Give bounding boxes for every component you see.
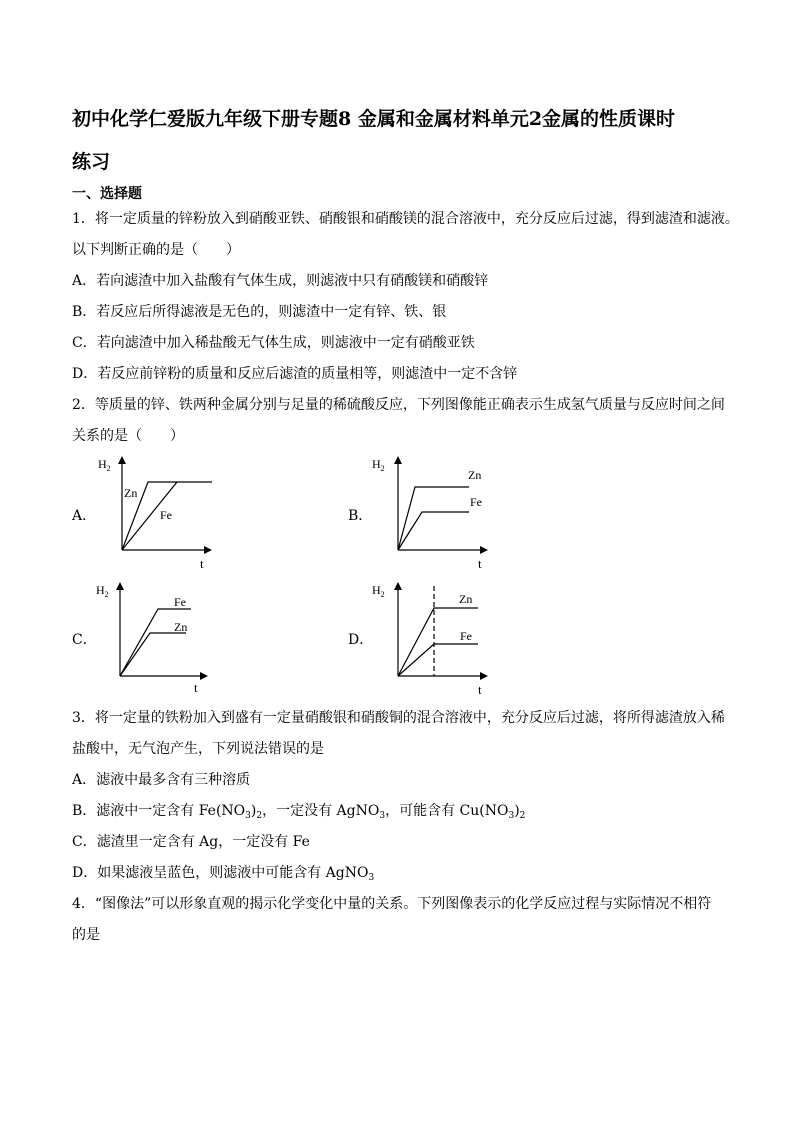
graph-d [366,576,496,701]
graph-c-fe-label: Fe [174,595,186,609]
graph-b-fe-curve [398,512,469,550]
graph-c [90,576,220,701]
graph-b-fe-label: Fe [470,495,482,509]
q4-stem-line2: 的是 [72,927,100,943]
q1-option-d: D．若反应前锌粉的质量和反应后滤渣的质量相等，则滤渣中一定不含锌 [72,366,518,382]
q2-option-a-label: A． [72,508,97,524]
q1-option-a: A．若向滤渣中加入盐酸有气体生成，则滤液中只有硝酸镁和硝酸锌 [72,273,489,289]
q2-stem-line1: 2．等质量的锌、铁两种金属分别与足量的稀硫酸反应，下列图像能正确表示生成氢气质量与反应时间之间 [72,397,725,413]
svg-text:H2: $H_2$ [98,457,111,473]
graph-d-zn-label: Zn [459,592,473,606]
page-title-line1: 初中化学仁爱版九年级下册专题8 金属和金属材料单元2金属的性质课时 [72,108,676,130]
graph-a-x-label: t [200,556,204,571]
q3-option-d: D．如果滤液呈蓝色，则滤液中可能含有 AgNO$_3$ [72,865,375,883]
q3-stem-line2: 盐酸中，无气泡产生，下列说法错误的是 [72,741,324,757]
q3-option-c: C．滤渣里一定含有 Ag，一定没有 Fe [72,834,310,850]
graph-b-x-label: t [478,556,482,571]
graph-c-zn-curve [120,633,186,676]
page-title-line2: 练习 [72,151,111,173]
graph-c-zn-label: Zn [174,620,188,634]
q4-stem-line1: 4．“图像法”可以形象直观的揭示化学变化中量的关系。下列图像表示的化学反应过程与实际情况不相符 [72,896,712,912]
q2-option-b-label: B． [348,508,373,524]
q3-option-b: B．滤液中一定含有 $Fe(NO_3)_2$，一定没有 AgNO$_3$，可能含有 $Cu(NO_3)_2$ [72,803,526,821]
q2-option-d-label: D． [348,632,374,648]
q1-option-b: B．若反应后所得滤液是无色的，则滤渣中一定有锌、铁、银 [72,304,447,320]
q1-stem-line2: 以下判断正确的是（ ） [72,242,240,258]
graph-b-zn-curve [398,487,469,550]
q3-option-a: A．滤液中最多含有三种溶质 [72,772,251,788]
q1-option-c: C．若向滤渣中加入稀盐酸无气体生成，则滤液中一定有硝酸亚铁 [72,335,475,351]
svg-text:H2: $H_2$ [372,457,385,473]
svg-text:H2: $H_2$ [372,583,385,599]
section-heading: 一、选择题 [72,186,142,202]
graph-b-zn-label: Zn [468,468,482,482]
graph-d-fe-label: Fe [460,629,472,643]
graph-c-x-label: t [194,680,198,695]
q1-stem-line1: 1．将一定质量的锌粉放入到硝酸亚铁、硝酸银和硝酸镁的混合溶液中，充分反应后过滤，得到滤渣和滤液。 [72,211,739,227]
graph-a-fe-label: Fe [160,508,172,522]
graph-d-fe-curve [398,644,478,676]
graph-b [366,450,496,575]
graph-a [90,450,220,575]
q2-stem-line2: 关系的是（ ） [72,428,184,444]
q2-option-c-label: C． [72,632,97,648]
graph-d-x-label: t [478,682,482,697]
graph-a-zn-label: Zn [124,486,138,500]
q3-stem-line1: 3．将一定量的铁粉加入到盛有一定量硝酸银和硝酸铜的混合溶液中，充分反应后过滤，将所得滤渣放入稀 [72,710,725,726]
svg-text:H2: $H_2$ [96,583,109,599]
